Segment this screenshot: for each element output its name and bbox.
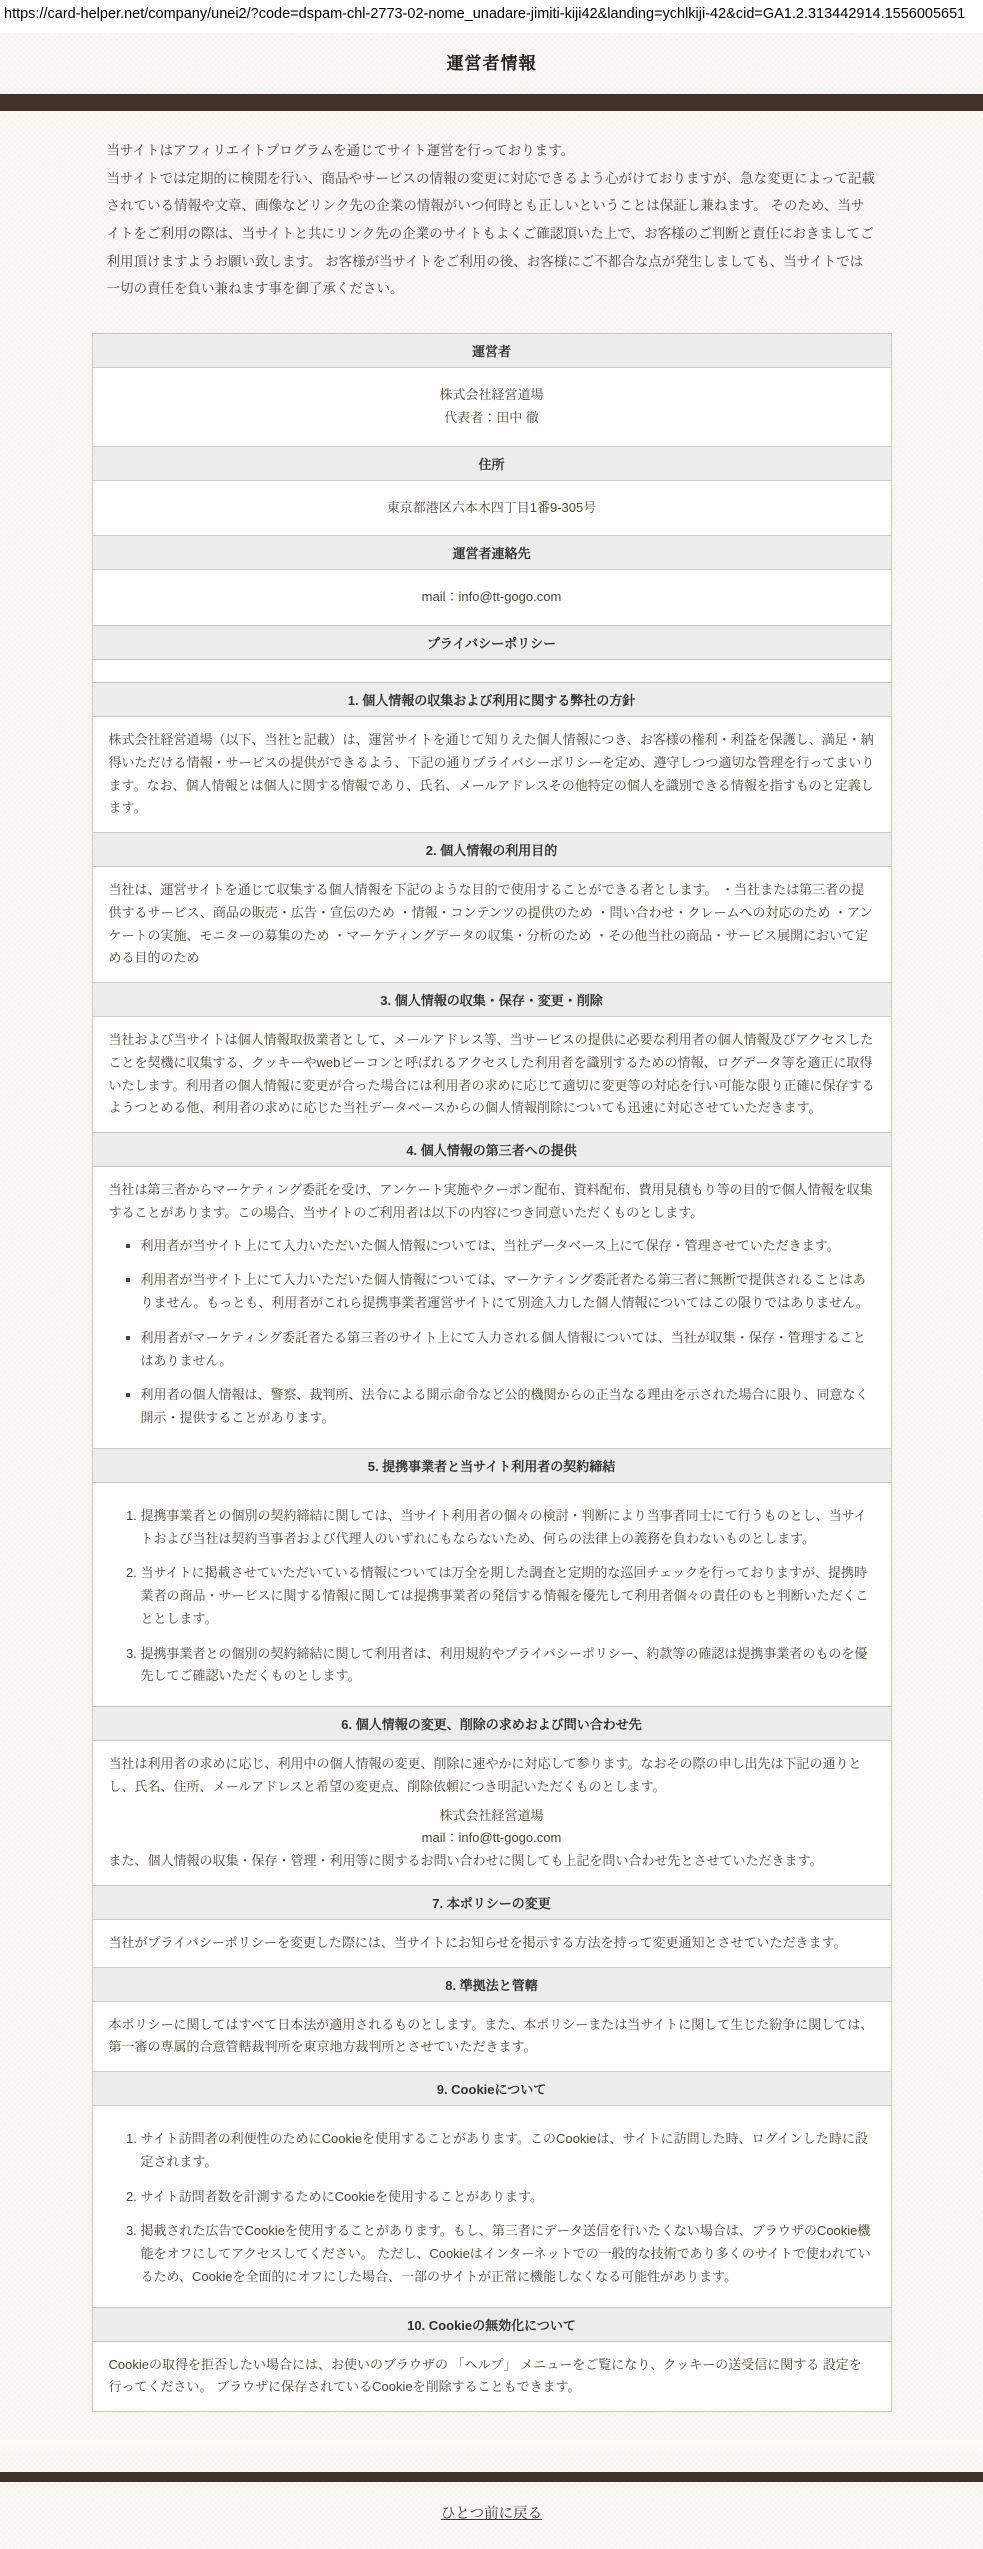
numbered-list: [109, 1505, 875, 1688]
numbered-list: [109, 2128, 875, 2289]
cell-paragraph: 株式会社経営道場（以下、当社と記載）は、運営サイトを通じて知りえた個人情報につき、お客様の権利・利益を保護し、満足・納得いただける情報・サービスの提供ができるよう、下記の通りプライバシーポリシーを定め、遵守しつつ適切な管理を行ってまいります。なお、個人情報とは個人に関する情報であり、氏名、メールアドレスその他特定の個人を識別できる情報を指すものと定義します。: [108, 732, 875, 816]
operator-info-table-body: [92, 334, 891, 2412]
section-header-1: 運営者: [92, 334, 891, 368]
section-body-7: [92, 1017, 891, 1133]
table-header-row: [92, 983, 891, 1017]
table-header-row: [92, 1967, 891, 2001]
table-body-row: [92, 368, 891, 447]
cell-paragraph: 本ポリシーに関してはすべて日本法が適用されるものとします。また、本ポリシーまたは当サイトに関して生じた紛争に関しては、第一審の専属的合意管轄裁判所を東京地方裁判所とさせていただきます。: [108, 2016, 874, 2055]
section-header-9: 5. 提携事業者と当サイト利用者の契約締結: [92, 1448, 891, 1482]
cell-paragraph: 当社は、運営サイトを通じて収集する個人情報を下記のような目的で使用することができる者とします。 ・当社または第三者の提供するサービス、商品の販売・広告・宣伝のため ・情報・コンテンツの提供のため ・問い合わせ・クレームへの対応のため ・アンケートの実施、モニターの募集のため ・マーケティングデータの収集・分析のため ・その他当社の商品・サービス展開において定める目的のため: [108, 882, 873, 966]
main-content: [92, 111, 892, 2412]
section-body-8: [92, 1167, 891, 1449]
section-header-14: 10. Cookieの無効化について: [92, 2307, 891, 2341]
table-body-row: [92, 2001, 891, 2072]
bottom-fade: [0, 2440, 983, 2458]
table-header-row: [92, 1707, 891, 1741]
bullet-item: ▪ 利用者が当サイト上にて入力いただいた個人情報については、当社データベース上にて保存・管理させていただきます。: [141, 1235, 875, 1258]
section-body-14: [92, 2341, 891, 2412]
cell-line: 代表者：田中 徹: [444, 409, 539, 425]
table-body-row: [92, 660, 891, 683]
section-header-5: 1. 個人情報の収集および利用に関する弊社の方針: [92, 683, 891, 717]
section-body-1: [92, 368, 891, 447]
section-body-2: [92, 480, 891, 536]
intro-section: [92, 111, 892, 319]
table-body-row: [92, 2106, 891, 2308]
numbered-item: 3. 提携事業者との個別の契約締結に関して利用者は、利用規約やプライバシーポリシー、約款等の確認は提携事業者のものを優先してご確認いただくものとします。: [141, 1643, 875, 1689]
browser-url-text: https://card-helper.net/company/unei2/?code=dspam-chl-2773-02-nome_unadare-jimiti-kiji42&landing=ychlkiji-42&cid=GA1.2.313442914.1556005651: [0, 0, 983, 33]
section-header-6: 2. 個人情報の利用目的: [92, 833, 891, 867]
back-link[interactable]: ひとつ前に戻る: [440, 2506, 543, 2523]
page-header: [0, 33, 983, 94]
section-header-11: 7. 本ポリシーの変更: [92, 1885, 891, 1919]
table-body-row: [92, 570, 891, 626]
section-body-5: [92, 717, 891, 833]
table-header-row: [92, 1448, 891, 1482]
table-header-row: [92, 446, 891, 480]
operator-info-table: [92, 333, 892, 2412]
section-header-12: 8. 準拠法と管轄: [92, 1967, 891, 2001]
cell-line: 東京都港区六本木四丁目1番9-305号: [386, 499, 597, 515]
cell-center-line: 株式会社経営道場: [439, 1807, 544, 1823]
section-header-2: 住所: [92, 446, 891, 480]
top-divider-bar: [0, 94, 983, 111]
table-header-row: [92, 536, 891, 570]
table-header-row: [92, 1885, 891, 1919]
table-body-row: [92, 1741, 891, 1886]
cell-paragraph: 当社および当サイトは個人情報取扱業者として、メールアドレス等、当サービスの提供に必要な利用者の個人情報及びアクセスしたことを契機に収集する、クッキーやwebビーコンと呼ばれるアクセスした利用者を識別するための情報、ログデータ等を適正に取得いたします。利用者の個人情報に変更が合った場合には利用者の求めに応じて適切に変更等の対応を行い可能な限り正確に保存するようつとめる他、利用者の求めに応じた当社データベースからの個人情報削除についても迅速に対応させていただきます。: [108, 1032, 875, 1116]
table-header-row: [92, 833, 891, 867]
section-header-4: プライバシーポリシー: [92, 626, 891, 660]
intro-paragraph: 当サイトでは定期的に検閲を行い、商品やサービスの情報の変更に対応できるよう心がけておりますが、急な変更によって記載されている情報や文章、画像などリンク先の企業の情報がいつ何時とも正しいということは保証し兼ねます。 そのため、当サイトをご利用の際は、当サイトと共にリンク先の企業のサイトもよくご確認頂いた上で、お客様のご判断と責任におきましてご利用頂けますようお願い致します。 お客様が当サイトをご利用の後、お客様にご不都合な点が発生しましても、当サイトでは一切の責任を負い兼ねます事を御了承ください。: [106, 170, 876, 297]
table-body-row: [92, 2341, 891, 2412]
section-body-13: [92, 2106, 891, 2308]
bullet-list: [109, 1235, 875, 1430]
section-body-11: [92, 1919, 891, 1967]
numbered-item: 2. 当サイトに掲載させていただいている情報については万全を期した調査と定期的な巡回チェックを行っておりますが、提携時業者の商品・サービスに関する情報に関しては提携事業者の発信する情報を優先して利用者個々の責任のもと判断いただくこととします。: [141, 1562, 875, 1630]
table-body-row: [92, 867, 891, 983]
section-header-7: 3. 個人情報の収集・保存・変更・削除: [92, 983, 891, 1017]
table-header-row: [92, 334, 891, 368]
cell-paragraph: 当社は利用者の求めに応じ、利用中の個人情報の変更、削除に速やかに対応して参ります。なおその際の申し出先は下記の通りとし、氏名、住所、メールアドレスと希望の変更点、削除依頼につき明記いただくものとします。: [108, 1756, 862, 1794]
table-header-row: [92, 2307, 891, 2341]
section-body-9: [92, 1482, 891, 1706]
intro-paragraph: 当サイトはアフィリエイトプログラムを通じてサイト運営を行っております。: [106, 143, 575, 159]
section-header-8: 4. 個人情報の第三者への提供: [92, 1133, 891, 1167]
table-body-row: [92, 1167, 891, 1449]
table-body-row: [92, 717, 891, 833]
cell-paragraph: Cookieの取得を拒否したい場合には、お使いのブラウザの 「ヘルプ」 メニューをご覧になり、クッキーの送受信に関する 設定を行ってください。 ブラウザに保存されているCookieを削除することもできます。: [108, 2356, 862, 2395]
cell-paragraph: 当社は第三者からマーケティング委託を受け、アンケート実施やクーポン配布、資料配布、費用見積もり等の目的で個人情報を収集することがあります。この場合、当サイトのご利用者は以下の内容につき同意いただくものとします。: [108, 1182, 873, 1220]
cell-line: mail：info@tt-gogo.com: [421, 589, 562, 605]
section-header-10: 6. 個人情報の変更、削除の求めおよび問い合わせ先: [92, 1707, 891, 1741]
table-header-row: [92, 683, 891, 717]
section-body-3: [92, 570, 891, 626]
section-header-13: 9. Cookieについて: [92, 2072, 891, 2106]
numbered-item: 1. 提携事業者との個別の契約締結に関しては、当サイト利用者の個々の検討・判断により当事者同士にて行うものとし、当サイトおよび当社は契約当事者および代理人のいずれにもならないため、何らの法律上の義務を負わないものとします。: [141, 1505, 875, 1551]
bullet-item: ▪ 利用者が当サイト上にて入力いただいた個人情報については、マーケティング委託者たる第三者に無断で提供されることはありません。もっとも、利用者がこれら提携事業者運営サイトにて別途入力した個人情報についてはこの限りではありません。: [141, 1269, 875, 1315]
table-header-row: [92, 2072, 891, 2106]
table-body-row: [92, 1482, 891, 1706]
cell-line: 株式会社経営道場: [439, 387, 544, 403]
cell-paragraph-after: また、個人情報の収集・保存・管理・利用等に関するお問い合わせに関しても上記を問い合わせ先とさせていただきます。: [108, 1853, 823, 1869]
table-body-row: [92, 480, 891, 536]
footer-divider-bar: [0, 2472, 983, 2482]
section-body-6: [92, 867, 891, 983]
table-body-row: [92, 1919, 891, 1967]
cell-paragraph: 当社がプライバシーポリシーを変更した際には、当サイトにお知らせを掲示する方法を持って変更通知とさせていただきます。: [108, 1934, 847, 1950]
table-header-row: [92, 1133, 891, 1167]
section-body-10: [92, 1741, 891, 1886]
bullet-item: ▪ 利用者の個人情報は、警察、裁判所、法令による開示命令など公的機関からの正当なる理由を示された場合に限り、同意なく開示・提供することがあります。: [141, 1384, 875, 1430]
numbered-item: 3. 掲載された広告でCookieを使用することがあります。もし、第三者にデータ送信を行いたくない場合は、ブラウザのCookie機能をオフにしてアクセスしてください。 ただし、Cookieはインターネットでの一般的な技術であり多くのサイトで使われているため、Cookieを全面的にオフにした場合、一部のサイトが正常に機能しなくなる可能性があります。: [141, 2220, 875, 2288]
section-body-12: [92, 2001, 891, 2072]
cell-center-line: mail：info@tt-gogo.com: [421, 1830, 562, 1846]
bullet-item: ▪ 利用者がマーケティング委託者たる第三者のサイト上にて入力される個人情報については、当社が収集・保存・管理することはありません。: [141, 1327, 875, 1373]
page-title: 運営者情報: [446, 54, 537, 74]
table-body-row: [92, 1017, 891, 1133]
numbered-item: 1. サイト訪問者の利便性のためにCookieを使用することがあります。このCookieは、サイトに訪問した時、ログインした時に設定されます。: [141, 2128, 875, 2174]
table-header-row: [92, 626, 891, 660]
numbered-item: 2. サイト訪問者数を計測するためにCookieを使用することがあります。: [141, 2186, 875, 2209]
section-body-4: [92, 660, 891, 683]
section-header-3: 運営者連絡先: [92, 536, 891, 570]
footer: [0, 2482, 983, 2549]
